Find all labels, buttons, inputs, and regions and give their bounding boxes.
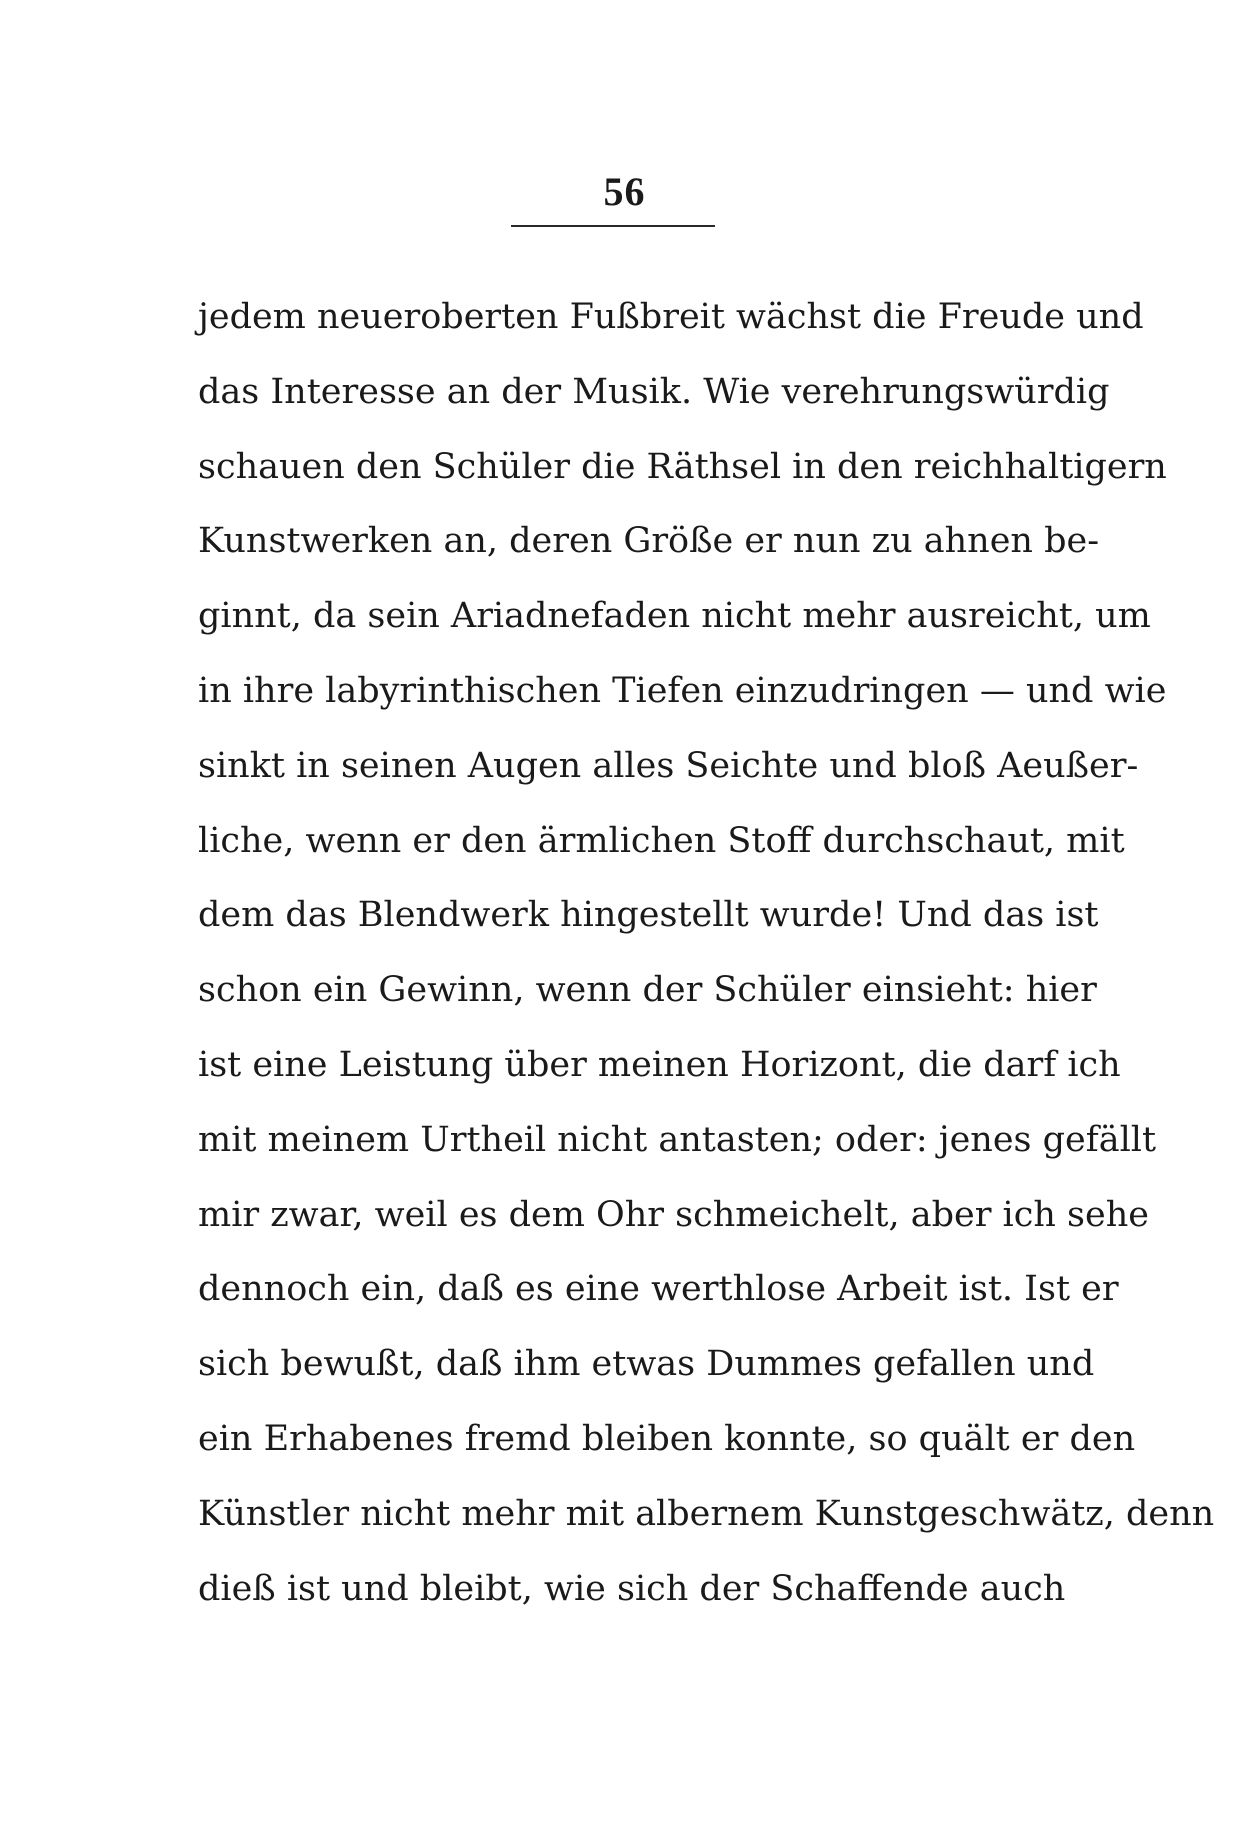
header-rule	[511, 225, 715, 227]
text-line: dem das Blendwerk hingestellt wurde! Und das ist	[198, 895, 1099, 936]
text-line: sich bewußt, daß ihm etwas Dummes gefallen und	[198, 1344, 1095, 1385]
body-text	[198, 292, 1215, 1638]
text-line: Künstler nicht mehr mit albernem Kunstgeschwätz, denn	[198, 1493, 1215, 1534]
text-line: dennoch ein, daß es eine werthlose Arbeit ist. Ist er	[198, 1269, 1119, 1310]
page-number: 56	[603, 169, 646, 214]
text-line: mit meinem Urtheil nicht antasten; oder: jenes gefällt	[198, 1119, 1157, 1160]
text-line: jedem neueroberten Fußbreit wächst die Freude und	[198, 297, 1144, 337]
text-line: mir zwar, weil es dem Ohr schmeichelt, aber ich sehe	[198, 1194, 1149, 1235]
text-line: ist eine Leistung über meinen Horizont, die darf ich	[198, 1044, 1121, 1085]
text-line: Kunstwerken an, deren Größe er nun zu ahnen be-	[198, 521, 1100, 562]
text-line: das Interesse an der Musik. Wie verehrungswürdig	[198, 371, 1110, 412]
text-line: liche, wenn er den ärmlichen Stoff durchschaut, mit	[198, 820, 1125, 861]
text-line: in ihre labyrinthischen Tiefen einzudringen — und wie	[198, 670, 1167, 711]
text-line: schon ein Gewinn, wenn der Schüler einsieht: hier	[198, 970, 1097, 1011]
text-line: ginnt, da sein Ariadnefaden nicht mehr ausreicht, um	[198, 596, 1151, 637]
text-line: ein Erhabenes fremd bleiben konnte, so quält er den	[198, 1418, 1136, 1459]
text-line: sinkt in seinen Augen alles Seichte und bloß Aeußer-	[198, 745, 1139, 786]
text-line: schauen den Schüler die Räthsel in den reichhaltigern	[198, 446, 1167, 487]
text-line: dieß ist und bleibt, wie sich der Schaffende auch	[198, 1568, 1066, 1609]
